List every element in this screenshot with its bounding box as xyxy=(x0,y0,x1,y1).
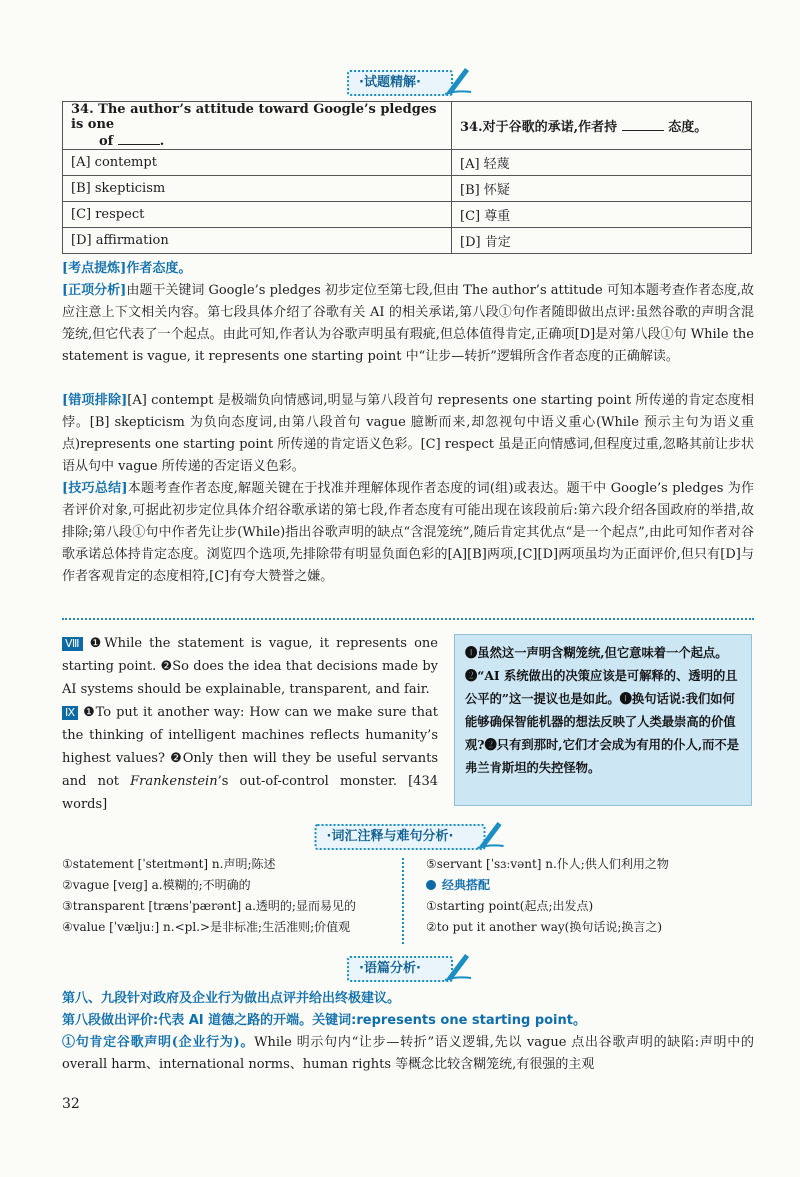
paragraph-mark: Ⅸ xyxy=(62,706,78,720)
analysis-wrong xyxy=(62,390,754,478)
paragraph-mark: Ⅷ xyxy=(62,637,83,651)
banner-text: ·语篇分析· xyxy=(359,961,421,976)
section-tag: [技巧总结] xyxy=(62,481,128,496)
sentence-tail: ’s out-of-control monster. [434 words] xyxy=(62,774,438,812)
wrong-text: [A] contempt 是极端负向情感词,明显与第八段首句 represents one starting point 所传递的肯定态度相悖。[B] skepticism 为负向态度词,由第八段首句 vague 臆断而来,却忽视句中语义重心(While 预示主句为语义重点)represents one starting point 所传递的肯定语义色彩。[C] respect 虽是正向情感词,但程度过重,忽略其前让步状语从句中 vague 所传递的否定语义色彩。 xyxy=(62,393,754,474)
sentence: ❷Only then will they be useful servants and not xyxy=(62,751,439,789)
page-number: 32 xyxy=(62,1096,80,1112)
question-zh-cell xyxy=(452,102,752,150)
question-zh-post: 态度。 xyxy=(668,120,708,135)
table-row xyxy=(63,150,752,176)
translation-box xyxy=(454,634,752,806)
section-tag: [考点提炼] xyxy=(62,261,127,276)
table-row xyxy=(63,202,752,228)
vocab-list-right xyxy=(426,854,756,938)
discourse-line: 第八、九段针对政府及企业行为做出点评并给出终极建议。 xyxy=(62,991,401,1006)
option-b-en: [B] skepticism xyxy=(63,176,452,202)
sentence: ❷So does the idea that decisions made by AI systems should be explainable, transparent, and fair. xyxy=(62,659,438,697)
vocab-list-left xyxy=(62,854,402,938)
question-zh-pre: 34.对于谷歌的承诺,作者持 xyxy=(460,120,618,135)
collocation-title: 经典搭配 xyxy=(442,878,491,892)
collocation-item: ②to put it another way(换句话说;换言之) xyxy=(426,920,663,934)
discourse-section xyxy=(62,988,754,1076)
sentence: ❶To put it another way: How can we make sure that the thinking of intelligent machines reflects humanity’s highest values? xyxy=(62,705,438,766)
analysis-skill xyxy=(62,478,754,588)
discourse-line: 第八段做出评价:代表 AI 道德之路的开端。关键词:represents one starting point。 xyxy=(62,1013,586,1028)
discourse-text: While 明示句内“让步—转折”语义逻辑,先以 vague 点出谷歌声明的缺陷:声明中的 overall harm、international norms、human rights 等概念比较含糊笼统,有很强的主观 xyxy=(62,1035,754,1072)
passage-paragraph-9 xyxy=(62,701,438,816)
point-text: 作者态度。 xyxy=(126,261,192,276)
table-row xyxy=(63,176,752,202)
section-tag: [正项分析] xyxy=(62,283,127,298)
vocab-item: ③transparent [trænsˈpærənt] a.透明的;显而易见的 xyxy=(62,899,356,913)
option-b-zh: [B] 怀疑 xyxy=(452,176,752,202)
bullet-icon xyxy=(426,880,436,890)
question-en-line2: of . xyxy=(99,134,165,149)
vocab-item: ①statement [ˈsteɪtmənt] n.声明;陈述 xyxy=(62,857,276,871)
collocation-heading xyxy=(426,875,756,896)
vocab-divider xyxy=(402,858,418,944)
option-d-en: [D] affirmation xyxy=(63,228,452,254)
question-en-tail: of xyxy=(99,134,114,149)
discourse-paragraph xyxy=(62,1032,754,1076)
vocab-item: ④value [ˈvæljuː] n.<pl.>是非标准;生活准则;价值观 xyxy=(62,920,351,934)
skill-text: 本题考查作者态度,解题关键在于找准并理解体现作者态度的词(组)或表达。题干中 Google’s pledges 为作者评价对象,可据此初步定位具体介绍谷歌承诺的第七段,作者态度有可能出现在该段前后:第六段介绍各国政府的举措,故排除;第八段①句中作者先让步(While)指出谷歌声明的缺点“含混笼统”,随后肯定其优点“是一个起点”,由此可知作者对谷歌承诺总体持肯定态度。浏览四个选项,先排除带有明显负面色彩的[A][B]两项,[C][D]两项虽均为正面评价,但只有[D]与作者客观肯定的态度相符,[C]有夸大赞誉之嫌。 xyxy=(62,481,754,584)
divider xyxy=(62,618,754,620)
pen-icon xyxy=(443,948,473,982)
translation-text: ❶虽然这一声明含糊笼统,但它意味着一个起点。❷“AI 系统做出的决策应该是可解释的、透明的且公平的”这一提议也是如此。❶换句话说:我们如何能够确保智能机器的想法反映了人类最崇高的价值观?❷只有到那时,它们才会成为有用的仆人,而不是弗兰肯斯坦的失控怪物。 xyxy=(465,645,740,775)
sentence: ❶While the statement is vague, it represents one starting point. xyxy=(62,636,438,674)
table-row xyxy=(63,228,752,254)
option-a-zh: [A] 轻蔑 xyxy=(452,150,752,176)
pen-icon xyxy=(443,62,473,96)
banner-question-analysis xyxy=(347,70,453,96)
option-c-en: [C] respect xyxy=(63,202,452,228)
discourse-tag: ①句肯定谷歌声明(企业行为)。 xyxy=(62,1035,255,1050)
collocation-item: ①starting point(起点;出发点) xyxy=(426,899,594,913)
analysis-point xyxy=(62,258,754,280)
question-table xyxy=(62,101,752,254)
answer-blank xyxy=(622,118,664,131)
answer-blank xyxy=(118,132,160,145)
option-a-en: [A] contempt xyxy=(63,150,452,176)
italic-name: Frankenstein xyxy=(130,774,218,789)
pen-icon xyxy=(475,816,505,850)
banner-discourse xyxy=(347,956,453,982)
banner-vocab xyxy=(315,824,486,850)
analysis-correct xyxy=(62,280,754,368)
option-c-zh: [C] 尊重 xyxy=(452,202,752,228)
question-en-line1: 34. The author’s attitude toward Google’s pledges is one xyxy=(71,102,437,132)
vocab-item: ⑤servant [ˈsɜːvənt] n.仆人;供人们利用之物 xyxy=(426,857,669,871)
vocab-item: ②vague [veɪɡ] a.模糊的;不明确的 xyxy=(62,878,251,892)
banner-text: ·词汇注释与难句分析· xyxy=(326,829,454,844)
question-en-cell xyxy=(63,102,452,150)
section-tag: [错项排除] xyxy=(62,393,128,408)
correct-text: 由题干关键词 Google’s pledges 初步定位至第七段,但由 The author’s attitude 可知本题考查作者态度,故应注意上下文相关内容。第七段具体介绍了谷歌有关 AI 的相关承诺,第八段①句作者随即做出点评:虽然谷歌的声明含混笼统,但它代表了一个起点。由此可知,作者认为谷歌声明虽有瑕疵,但总体值得肯定,正确项[D]是对第八段①句 While the statement is vague, it represents one starting point 中“让步—转折”逻辑所含作者态度的正确解读。 xyxy=(62,283,754,364)
banner-text: ·试题精解· xyxy=(359,75,421,90)
passage-paragraph-8 xyxy=(62,632,438,701)
table-row xyxy=(63,102,752,150)
option-d-zh: [D] 肯定 xyxy=(452,228,752,254)
